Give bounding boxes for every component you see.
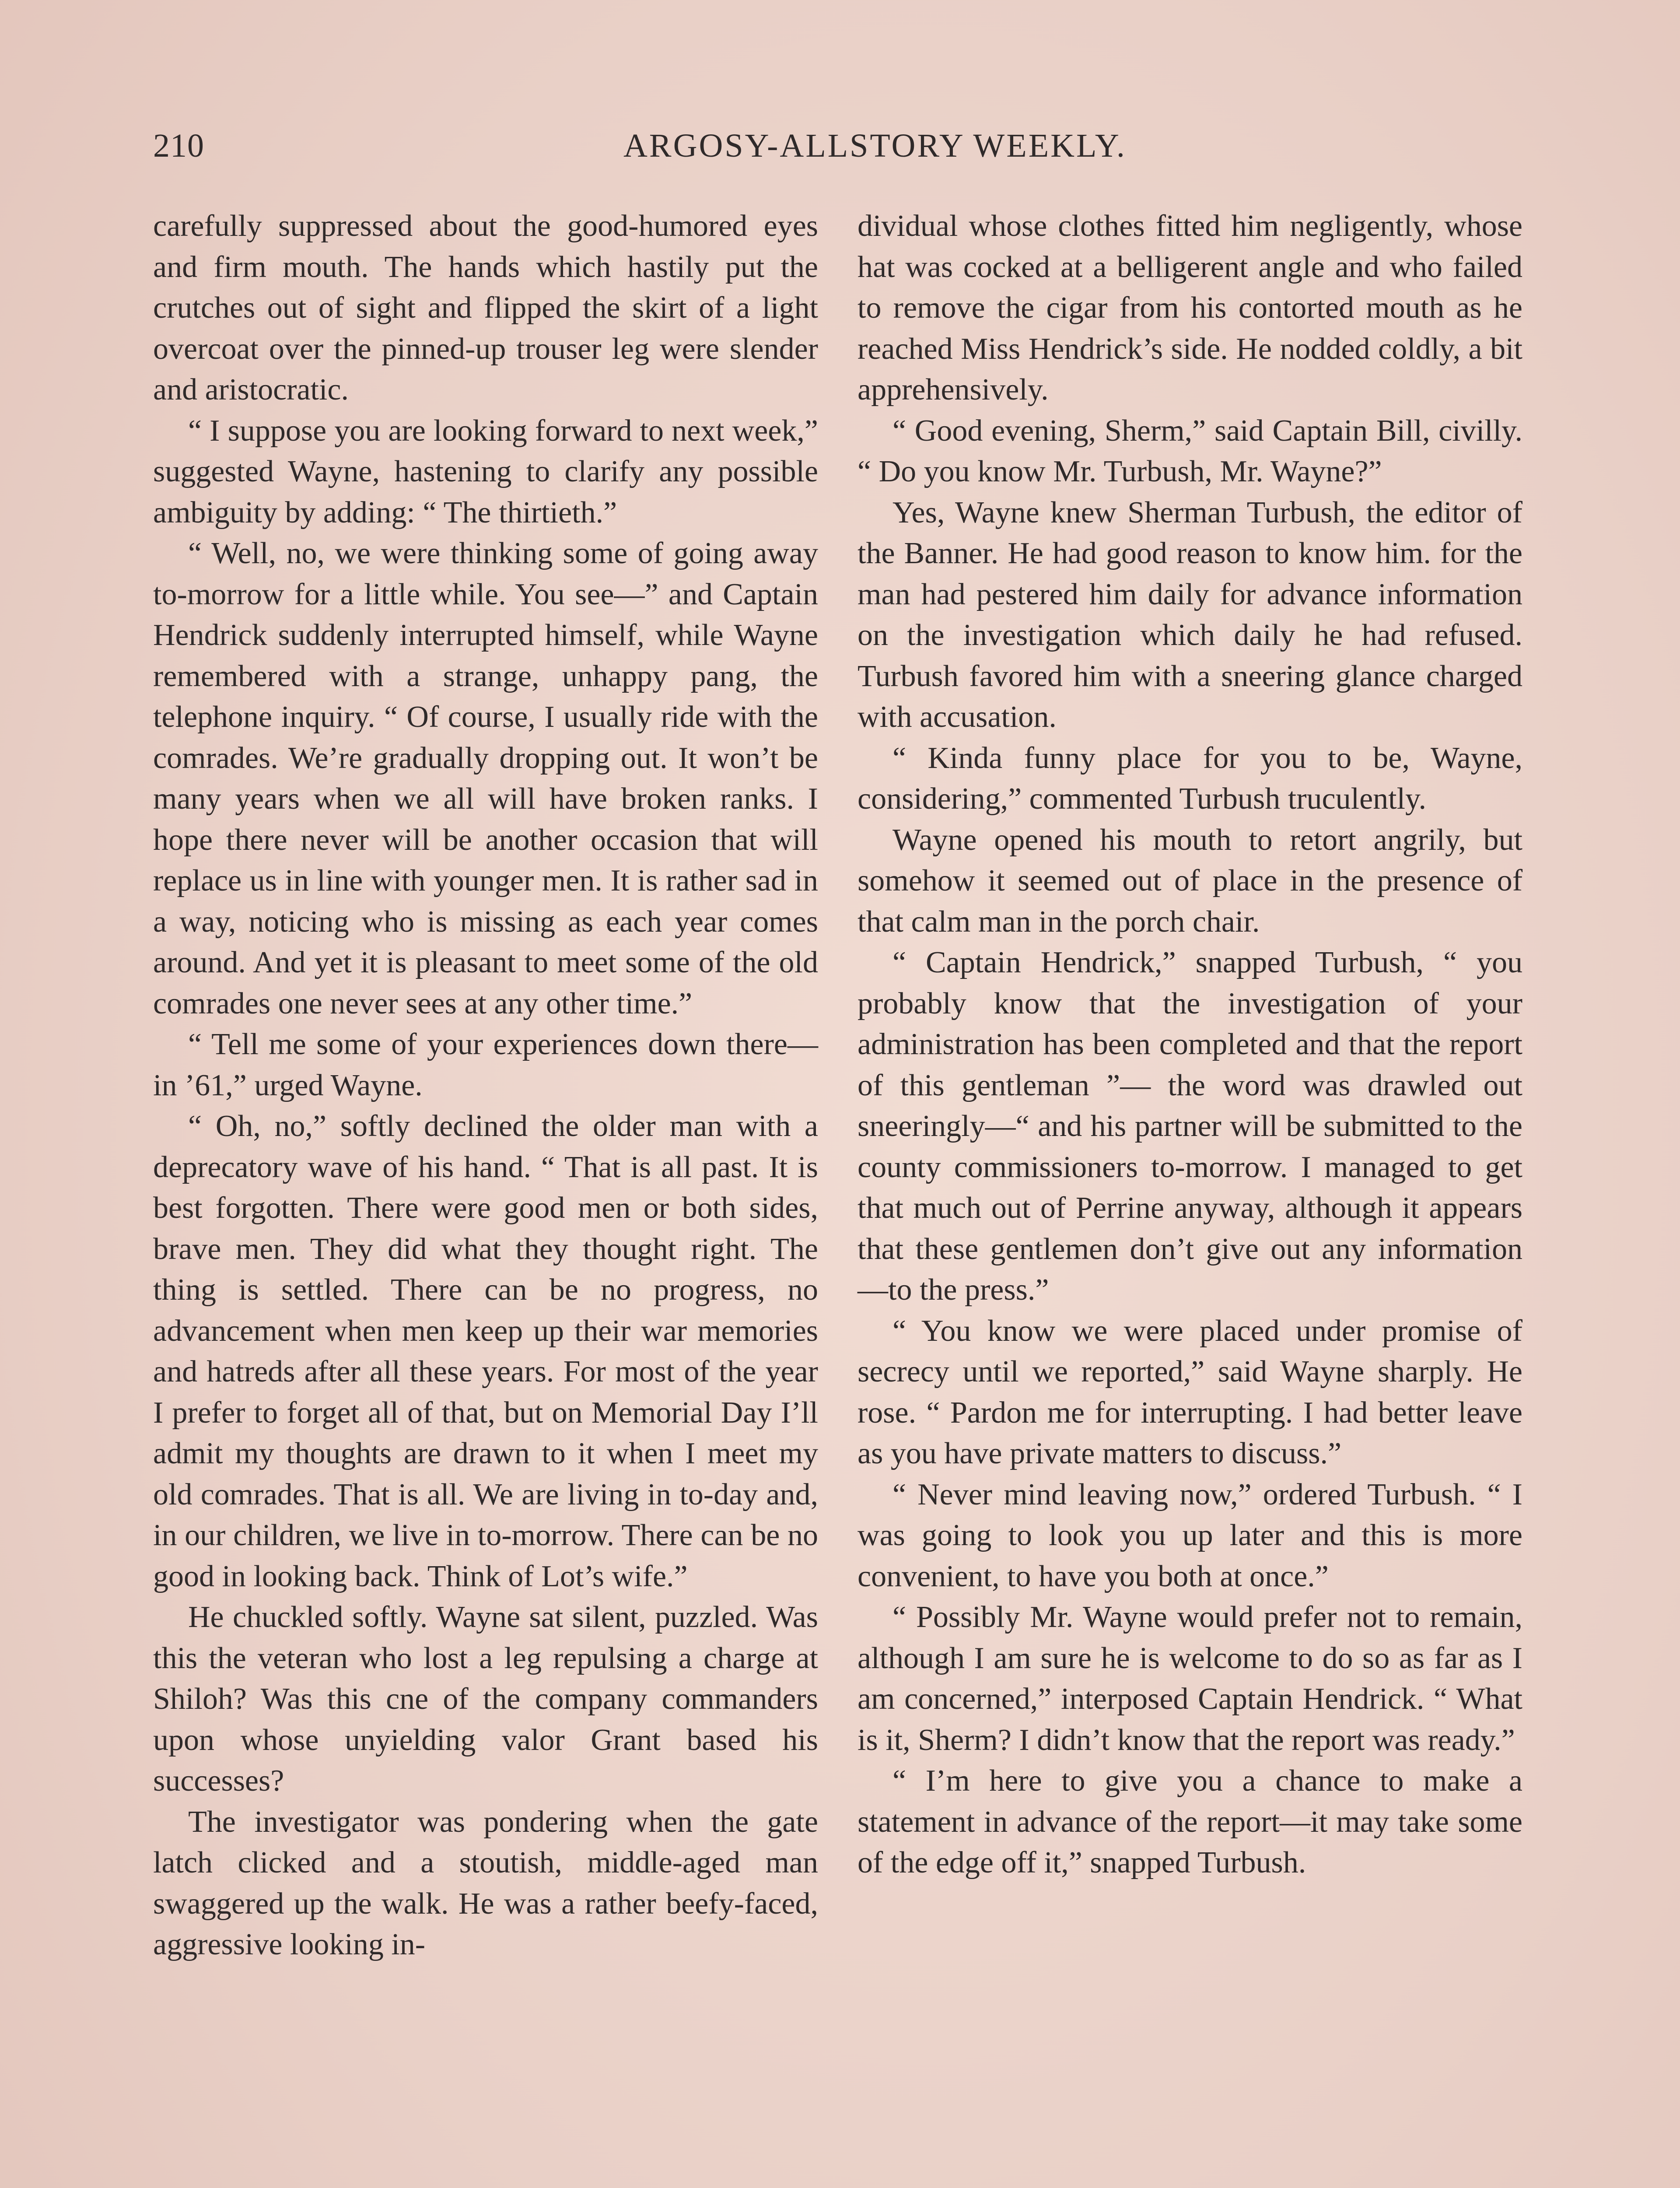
paragraph: “ Oh, no,” softly declined the older man with a deprecatory wave of his hand. “ That is all past. It is best forgotten. There were good men or both sides, brave men. They did what they thought right. The thing is settled. There can be no progress, no advancement when men keep up their war memories and hatreds after all these years. For most of the year I prefer to forget all of that, but on Memorial Day I’ll admit my thoughts are drawn to it when I meet my old comrades. That is all. We are living in to-day and, in our children, we live in to-morrow. There can be no good in looking back. Think of Lot’s wife.”	[153, 1109, 818, 1593]
paragraph: Yes, Wayne knew Sherman Turbush, the editor of the Banner. He had good reason to know him. for the man had pestered him daily for advance information on the investigation which daily he had refused. Turbush favored him with a sneering glance charged with accusation.	[858, 495, 1522, 734]
paragraph: carefully suppressed about the good-humored eyes and firm mouth. The hands which hastily put the crutches out of sight and flipped the skirt of a light overcoat over the pinned-up trouser leg were slender and aristocratic.	[153, 209, 818, 407]
right-text-column	[858, 206, 1522, 1883]
paragraph: “ Kinda funny place for you to be, Wayne, considering,” commented Turbush truculently.	[858, 741, 1522, 816]
paragraph: “ Well, no, we were thinking some of going away to-morrow for a little while. You see—” and Captain Hendrick suddenly interrupted himself, while Wayne remembered with a strange, unhappy pang, the telephone inquiry. “ Of course, I usually ride with the comrades. We’re gradually dropping out. It won’t be many years when we all will have broken ranks. I hope there never will be another occasion that will replace us in line with younger men. It is rather sad in a way, noticing who is missing as each year comes around. And yet it is pleasant to meet some of the old comrades one never sees at any other time.”	[153, 536, 818, 1020]
paragraph: “ You know we were placed under promise of secrecy until we reported,” said Wayne sharply. He rose. “ Pardon me for interrupting. I had better leave as you have private matters to discuss.”	[858, 1314, 1522, 1470]
paragraph: The investigator was pondering when the gate latch clicked and a stoutish, middle-aged man swaggered up the walk. He was a rather beefy-faced, aggressive looking in-	[153, 1805, 818, 1961]
paragraph: “ Never mind leaving now,” ordered Turbush. “ I was going to look you up later and this is more convenient, to have you both at once.”	[858, 1477, 1522, 1593]
paragraph: Wayne opened his mouth to retort angrily, but somehow it seemed out of place in the presence of that calm man in the porch chair.	[858, 823, 1522, 939]
magazine-title: ARGOSY-ALLSTORY WEEKLY.	[623, 127, 1127, 164]
paragraph: “ Captain Hendrick,” snapped Turbush, “ you probably know that the investigation of your administration has been completed and that the report of this gentleman ”— the word was drawled out sneeringly—“ and his partner will be submitted to the county commissioners to-morrow. I managed to get that much out of Perrine anyway, although it appears that these gentlemen don’t give out any information—to the press.”	[858, 946, 1522, 1307]
paragraph: He chuckled softly. Wayne sat silent, puzzled. Was this the veteran who lost a leg repulsing a charge at Shiloh? Was this cne of the company commanders upon whose unyielding valor Grant based his successes?	[153, 1600, 818, 1798]
running-head	[153, 127, 1566, 175]
paragraph: dividual whose clothes fitted him negligently, whose hat was cocked at a belligerent angle and who failed to remove the cigar from his contorted mouth as he reached Miss Hendrick’s side. He nodded coldly, a bit apprehensively.	[858, 209, 1522, 407]
paragraph: “ Good evening, Sherm,” said Captain Bill, civilly. “ Do you know Mr. Turbush, Mr. Wayne?”	[858, 414, 1522, 488]
left-text-column	[153, 206, 818, 1965]
paragraph: “ I’m here to give you a chance to make a statement in advance of the report—it may take some of the edge off it,” snapped Turbush.	[858, 1764, 1522, 1879]
paragraph: “ I suppose you are looking forward to next week,” suggested Wayne, hastening to clarify any possible ambiguity by adding: “ The thirtieth.”	[153, 414, 818, 529]
paragraph: “ Possibly Mr. Wayne would prefer not to remain, although I am sure he is welcome to do so as far as I am concerned,” interposed Captain Hendrick. “ What is it, Sherm? I didn’t know that the report was ready.”	[858, 1600, 1522, 1757]
paragraph: “ Tell me some of your experiences down there—in ’61,” urged Wayne.	[153, 1027, 818, 1102]
page-number: 210	[153, 127, 204, 164]
